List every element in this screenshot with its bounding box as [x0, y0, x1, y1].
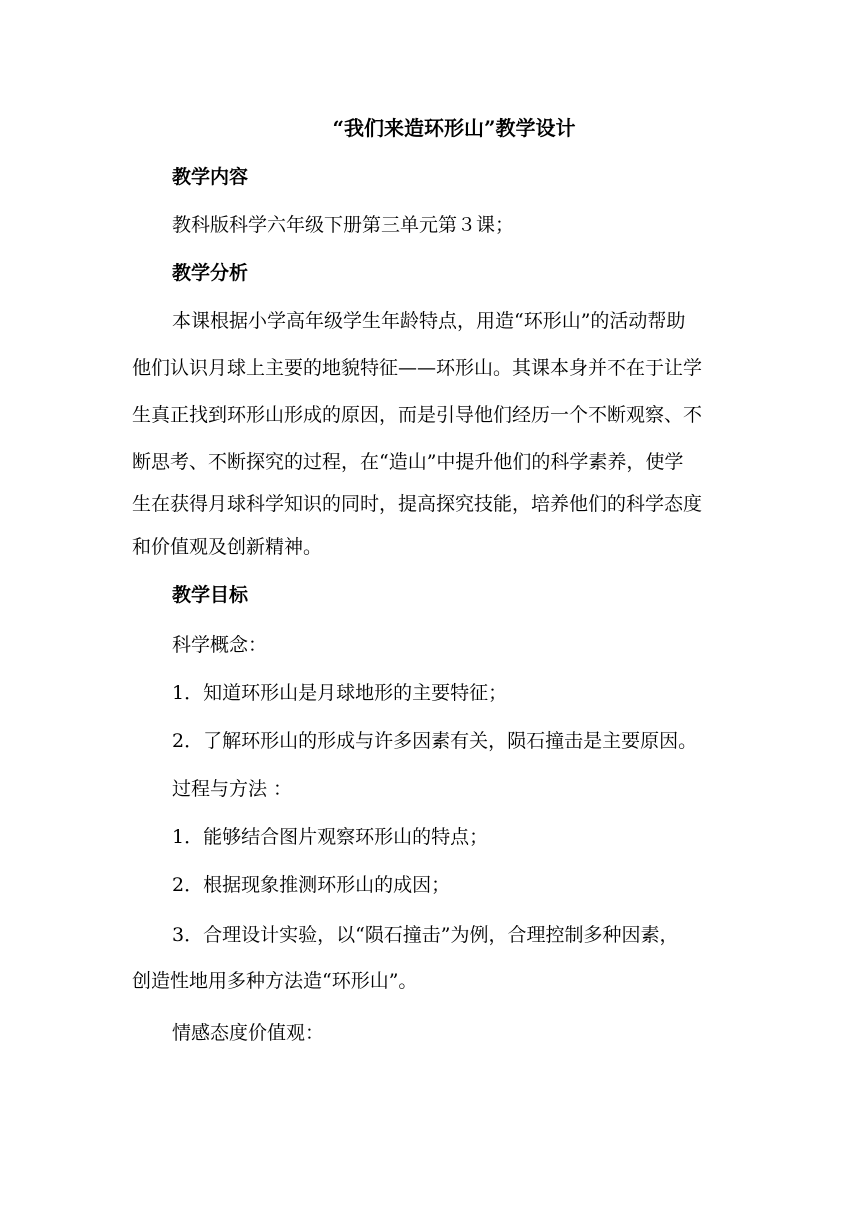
attitude-label: 情感态度价值观： [172, 1022, 325, 1044]
science-concepts-label: 科学概念： [172, 634, 268, 656]
process-label: 过程与方法 ： [172, 778, 293, 800]
concept-item-1: 1．知道环形山是月球地形的主要特征； [172, 682, 508, 704]
analysis-line-3: 生真正找到环形山形成的原因，而是引导他们经历一个不断观察、不 [132, 404, 703, 426]
process-item-1: 1．能够结合图片观察环形山的特点； [172, 826, 489, 848]
process-item-3-continued: 创造性地用多种方法造“环形山”。 [132, 970, 418, 992]
process-item-3: 3．合理设计实验，以“陨石撞击”为例，合理控制多种因素， [172, 924, 679, 946]
process-item-2: 2．根据现象推测环形山的成因； [172, 874, 451, 896]
section-heading-goals: 教学目标 [172, 584, 249, 606]
content-text: 教科版科学六年级下册第三单元第３课； [172, 214, 515, 236]
analysis-line-6: 和价值观及创新精神。 [132, 536, 323, 558]
section-heading-content: 教学内容 [172, 166, 249, 188]
concept-item-2: 2．了解环形山的形成与许多因素有关，陨石撞击是主要原因。 [172, 730, 698, 752]
analysis-line-1: 本课根据小学高年级学生年龄特点，用造“环形山”的活动帮助 [172, 310, 686, 332]
analysis-line-5: 生在获得月球科学知识的同时，提高探究技能，培养他们的科学态度 [132, 493, 703, 515]
analysis-line-2: 他们认识月球上主要的地貌特征——环形山。其课本身并不在于让学 [132, 357, 703, 379]
analysis-line-4: 断思考、不断探究的过程，在“造山”中提升他们的科学素养，使学 [132, 451, 684, 473]
section-heading-analysis: 教学分析 [172, 262, 249, 284]
document-title: “我们来造环形山”教学设计 [332, 116, 576, 140]
